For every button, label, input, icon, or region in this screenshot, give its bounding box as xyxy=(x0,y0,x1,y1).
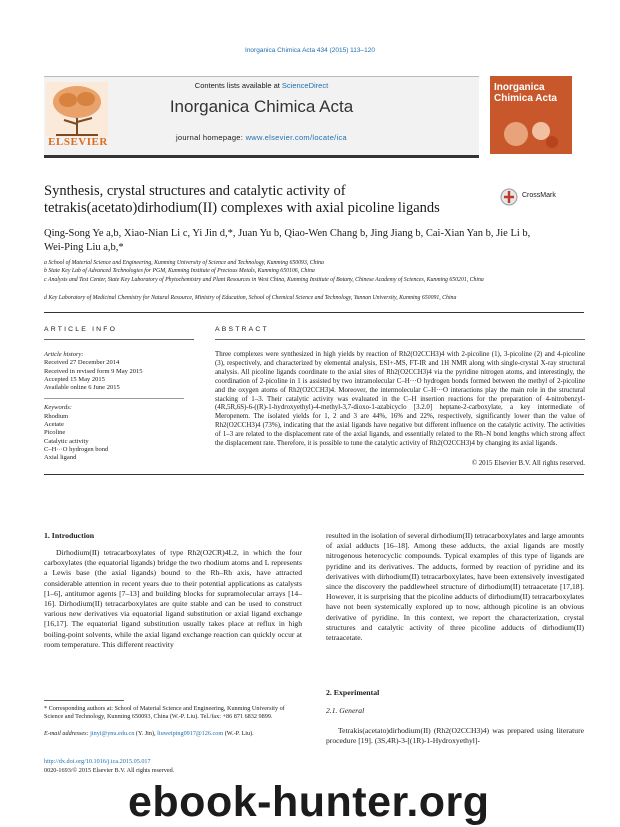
title-line-2: tetrakis(acetato)dirhodium(II) complexes with axial picoline ligands xyxy=(44,200,440,216)
article-info-heading: ARTICLE INFO xyxy=(44,326,118,333)
divider xyxy=(44,312,584,313)
cover-art-icon xyxy=(496,116,566,150)
general-paragraph: Tetrakis(acetato)dirhodium(II) (Rh2(O2CCH3)4) was prepared using literature procedure [19]. (3S,4R)-3-[(1R)-1-Hydroxyethyl]- xyxy=(326,726,584,746)
footnote-divider xyxy=(44,700,124,701)
email-line xyxy=(44,730,302,738)
cover-title: Inorganica Chimica Acta xyxy=(494,82,557,104)
history-item: Accepted 15 May 2015 xyxy=(44,375,105,383)
issn-line: 0020-1693/© 2015 Elsevier B.V. All rights reserved. xyxy=(44,767,175,774)
affiliation-b: b State Key Lab of Advanced Technologies for PGM, Kunming Institute of Precious Metals, Kunming 650106, China xyxy=(44,268,315,274)
copyright-notice: © 2015 Elsevier B.V. All rights reserved. xyxy=(471,460,585,467)
keyword: Catalytic activity xyxy=(44,437,89,445)
crossmark-label: CrossMark xyxy=(522,192,556,199)
homepage-prefix: journal homepage: xyxy=(175,133,244,142)
email-link[interactable]: liuweiping0917@126.com xyxy=(157,730,224,737)
experimental-heading: 2. Experimental xyxy=(326,688,380,697)
sciencedirect-link[interactable]: ScienceDirect xyxy=(281,81,329,90)
affiliation-a: a School of Material Science and Engineering, Kunming University of Science and Technology, Kunming 650093, China xyxy=(44,260,324,266)
elsevier-tree-icon xyxy=(46,82,108,137)
divider xyxy=(44,339,194,340)
doi-link[interactable]: http://dx.doi.org/10.1016/j.ica.2015.05.017 xyxy=(44,758,151,765)
title-line-1: Synthesis, crystal structures and catalytic activity of xyxy=(44,183,346,199)
divider xyxy=(215,339,585,340)
email-owner: (W.-P. Liu). xyxy=(224,730,254,737)
keywords-label: Keywords: xyxy=(44,404,72,412)
journal-cover-image[interactable] xyxy=(490,76,572,154)
keyword: C–H···O hydrogen bond xyxy=(44,445,109,453)
elsevier-logo xyxy=(44,78,112,152)
divider xyxy=(44,398,184,399)
article-info xyxy=(44,351,184,463)
contents-prefix: Contents lists available at xyxy=(194,81,280,90)
journal-name: Inorganica Chimica Acta xyxy=(169,97,354,116)
abstract-heading: ABSTRACT xyxy=(215,326,269,333)
history-item: Available online 6 June 2015 xyxy=(44,384,120,392)
article-title xyxy=(44,183,484,217)
crossmark-badge[interactable] xyxy=(500,188,580,208)
affiliation-c: c Analysis and Test Center, State Key Laboratory of Phytochemistry and Plant Resources in West China, Kunming Institute of Botany, Chinese Academy of Sciences, Kunming 650201, China xyxy=(44,277,484,283)
author-list xyxy=(44,227,584,255)
crossmark-icon xyxy=(500,188,518,206)
abstract-text: Three complexes were synthesized in high yields by reaction of Rh2(O2CCH3)4 with 2-picoline (1), 3-picoline (2) and 4-picoline (3), respectively, and characterized by elemental analysis, ESI+-MS, FT-IR and 1H NMR along with single-crystal X-ray structural analysis. All picoline ligands coordinate to the axial sites of Rh2(O2CCH3)4 via the pyridine nitrogen atoms, and interestingly, the coordination of 2-picoline in 1 is assisted by two intramolecular C–H···O hydrogen bonds formed between the methyl of 2-picoline and the oxygen atoms of Rh2(O2CCH3)4. Moreover, the intermolecular C–H···O interactions play the main role in the structural stacking of 1–3. Their catalytic activity was evaluated in the C–H insertion reactions for the preparation of 4-nitrobenzyl-(4R,5R,6S)-6-((R)-1-hydroxyethyl)-4-methyl-3,7-dioxo-1-azabicyclo [3.2.0] heptane-2-carboxylate, a key intermediate of Meropenem. The isolated yields for 1, 2 and 3 are 44%, 16% and 22%, respectively, significantly lower than the value of Rh2(O2CCH3)4 (73%), indicating that the axial ligands have negative but different influence on the catalytic activity. The activities of 1–3 are related to the displacement rate of the axial ligands, and essentially related to the Rh–N bond lengths which strong affect the displacement rate. Therefore, it is possible to tune the catalytic activity of Rh2(O2CCH3)4 by changing its axial ligands. xyxy=(215,351,585,448)
keyword: Acetate xyxy=(44,421,64,429)
homepage-link[interactable]: www.elsevier.com/locate/ica xyxy=(245,133,348,142)
publisher-logo-text: ELSEVIER xyxy=(48,136,108,148)
intro-paragraph-left: Dirhodium(II) tetracarboxylates of type Rh2(O2CR)4L2, in which the four carboxylates (the equatorial ligands) bridge the two rhodium atoms and L represents a Lewis base (the axial ligands) bound to the Rh–Rh axis, have attracted considerable attention in recent years due to their potential applications as catalysts [1–6], antitumor agents [7–13] and building blocks for supramolecular arrays [14–16]. Dirhodium(II) tetracarboxylates are quite stable and can be used to construct various new derivatives via equatorial ligand substitution or axial ligand exchange [16,17]. The equatorial ligand substitution usually takes place at reflux in high boiling-point solvents, while the axial ligand exchange reaction can quickly occur at room temperature. This different reactivity xyxy=(44,548,302,649)
history-label: Article history: xyxy=(44,351,84,358)
keyword: Picoline xyxy=(44,429,66,437)
email-owner: (Y. Jin), xyxy=(135,730,156,737)
email-label: E-mail addresses: xyxy=(44,730,89,737)
intro-heading: 1. Introduction xyxy=(44,531,95,540)
keyword: Rhodium xyxy=(44,412,69,420)
intro-paragraph-right: resulted in the isolation of several dirhodium(II) tetracarboxylates and large amounts of axial adducts [16–18]. Among these adducts, the axial ligands are mostly nitrogenous heterocyclic compounds. Typical examples of this type of ligands are pyridine and its derivatives. The adducts, formed by reaction of pyridine and its derivatives with dirhodium(II) tetracarboxylates, have been extensively investigated since the discovery the paddlewheel structure of dirhodium(II) tetraacetate [17,18]. However, it is surprising that the picoline adducts of dirhodium(II) tetracarboxylates have not been systemically explored up to now, although picoline is an obvious derivative of pyridine. In this context, we report the characterization, crystal structures and catalytic activity of three picoline adducts of dirhodium(II) tetraacetate. xyxy=(326,531,584,643)
authors-line-2: Wei-Ping Liu a,b,* xyxy=(44,242,124,253)
history-item: Received 27 December 2014 xyxy=(44,359,120,367)
journal-citation-link[interactable]: Inorganica Chimica Acta 434 (2015) 113–120 xyxy=(245,47,375,54)
corresponding-author-note: * Corresponding authors at: School of Material Science and Engineering, Kunming University of Science and Technology, Kunming 650093, China (W.-P. Liu). Tel./fax: +86 871 6832 9899. xyxy=(44,705,285,720)
authors-line-1: Qing-Song Ye a,b, Xiao-Nian Li c, Yi Jin d,*, Juan Yu b, Qiao-Wen Chang b, Jing Jiang b, Cai-Xian Yan b, Jie Li b, xyxy=(44,228,531,239)
affiliation-d: d Key Laboratory of Medicinal Chemistry for Natural Resource, Ministry of Education, School of Chemical Science and Technology, Yunnan University, Kunming 650091, China xyxy=(44,295,457,301)
history-item: Received in revised form 9 May 2015 xyxy=(44,367,143,375)
watermark-text: ebook-hunter.org xyxy=(128,778,490,826)
divider xyxy=(44,474,584,475)
keyword: Axial ligand xyxy=(44,454,77,462)
general-heading: 2.1. General xyxy=(326,706,365,715)
email-link[interactable]: jinyi@ynu.edu.cn xyxy=(90,730,135,737)
